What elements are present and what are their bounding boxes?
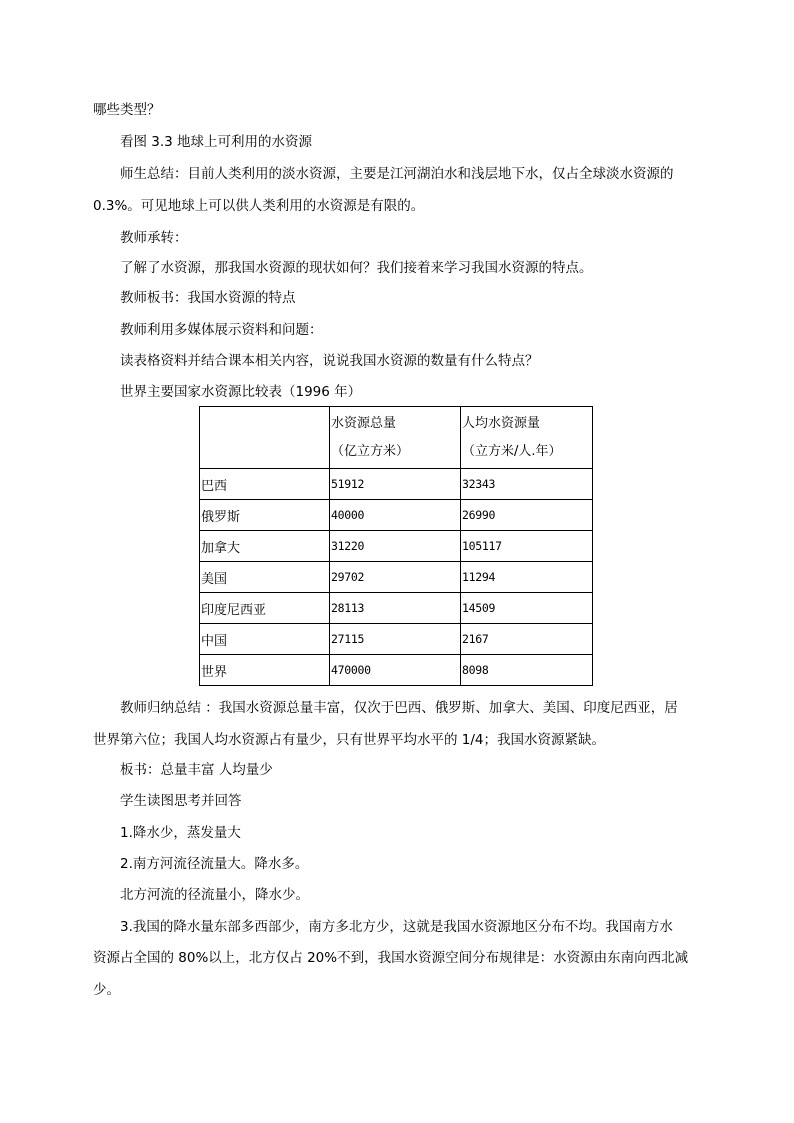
cell-per-capita: 14509 [461,593,593,624]
paragraph: 学生读图思考并回答 [120,793,242,809]
table-row [200,562,593,593]
paragraph: 看图 3.3 地球上可利用的水资源 [120,134,313,150]
header-per-capita-unit: （立方米/人.年） [462,443,562,459]
table-row [200,655,593,686]
paragraph: 世界第六位；我国人均水资源占有量少，只有世界平均水平的 1/4；我国水资源紧缺。 [93,732,606,748]
header-cell-total [330,407,461,469]
table-row [200,624,593,655]
table-header-row [200,407,593,469]
cell-total: 31220 [330,531,461,562]
cell-country: 中国 [200,624,330,655]
paragraph: 了解了水资源，那我国水资源的现状如何？我们接着来学习我国水资源的特点。 [120,260,593,276]
cell-country: 巴西 [200,469,330,500]
paragraph: 哪些类型？ [93,102,161,118]
water-resource-table [199,406,593,686]
paragraph: 3.我国的降水量东部多西部少，南方多北方少，这就是我国水资源地区分布不均。我国南方水 [120,919,673,935]
cell-per-capita: 8098 [461,655,593,686]
table-caption: 世界主要国家水资源比较表（1996 年） [120,384,362,400]
cell-total: 29702 [330,562,461,593]
cell-total: 470000 [330,655,461,686]
cell-per-capita: 11294 [461,562,593,593]
cell-per-capita: 105117 [461,531,593,562]
cell-country: 美国 [200,562,330,593]
cell-per-capita: 32343 [461,469,593,500]
table-row [200,593,593,624]
paragraph: 北方河流的径流量小，降水少。 [120,887,309,903]
paragraph: 板书：总量丰富 人均量少 [120,762,273,778]
cell-total: 27115 [330,624,461,655]
header-total-label: 水资源总量 [331,415,397,431]
header-total-unit: （亿立方米） [331,443,410,459]
paragraph: 教师归纳总结 ：我国水资源总量丰富，仅次于巴西、俄罗斯、加拿大、美国、印度尼西亚，居 [120,700,678,716]
paragraph: 1.降水少，蒸发量大 [120,825,241,841]
header-per-capita-label: 人均水资源量 [462,415,541,431]
cell-country: 世界 [200,655,330,686]
cell-country: 俄罗斯 [200,500,330,531]
cell-total: 28113 [330,593,461,624]
cell-country: 加拿大 [200,531,330,562]
paragraph: 少。 [93,982,120,998]
cell-total: 51912 [330,469,461,500]
cell-total: 40000 [330,500,461,531]
paragraph: 教师板书：我国水资源的特点 [120,290,296,306]
paragraph: 0.3%。可见地球上可以供人类利用的水资源是有限的。 [93,198,425,214]
paragraph: 2.南方河流径流量大。降水多。 [120,856,309,872]
cell-country: 印度尼西亚 [200,593,330,624]
paragraph: 教师承转： [120,230,188,246]
cell-per-capita: 26990 [461,500,593,531]
header-cell-country [200,407,330,469]
paragraph: 读表格资料并结合课本相关内容，说说我国水资源的数量有什么特点？ [120,353,539,369]
cell-per-capita: 2167 [461,624,593,655]
paragraph: 教师利用多媒体展示资料和问题： [120,322,323,338]
table-row [200,469,593,500]
table-row [200,531,593,562]
header-cell-per-capita [461,407,593,469]
paragraph: 师生总结：目前人类利用的淡水资源，主要是江河湖泊水和浅层地下水，仅占全球淡水资源的 [120,166,674,182]
table-row [200,500,593,531]
paragraph: 资源占全国的 80%以上，北方仅占 20%不到，我国水资源空间分布规律是：水资源由东南向西北减 [93,950,689,966]
